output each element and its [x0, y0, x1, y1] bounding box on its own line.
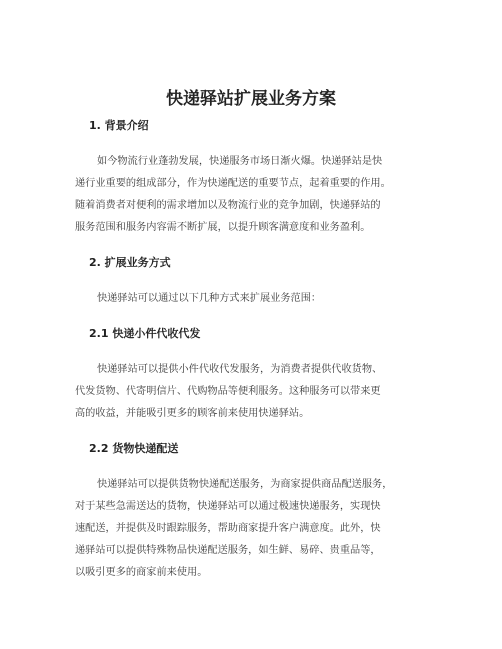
- paragraph-line: 对于某些急需送达的货物，快递驿站可以通过极速快递服务，实现快: [75, 501, 381, 512]
- paragraph-line: 如今物流行业蓬勃发展，快递服务市场日渐火爆。快递驿站是快: [97, 156, 383, 167]
- paragraph-line: 速配送，并提供及时跟踪服务，帮助商家提升客户满意度。此外，快: [75, 523, 381, 534]
- section-heading-background: 1. 背景介绍: [89, 119, 149, 132]
- paragraph-line: 快递驿站可以提供货物快递配送服务，为商家提供商品配送服务，: [97, 479, 393, 490]
- section-heading-cargo-delivery: 2.2 货物快递配送: [89, 442, 179, 455]
- paragraph-line: 递驿站可以提供特殊物品快递配送服务，如生鲜、易碎、贵重品等，: [75, 545, 381, 556]
- section-heading-small-parcel: 2.1 快递小件代收代发: [89, 327, 201, 340]
- paragraph-line: 代发货物、代寄明信片、代购物品等便利服务。这种服务可以带来更: [75, 386, 381, 397]
- document-title: 快递驿站扩展业务方案: [166, 89, 336, 109]
- paragraph-line: 高的收益，并能吸引更多的顾客前来使用快递驿站。: [75, 408, 310, 419]
- paragraph-line: 服务范围和服务内容需不断扩展，以提升顾客满意度和业务盈利。: [75, 222, 371, 233]
- paragraph-line: 快递驿站可以通过以下几种方式来扩展业务范围：: [97, 293, 322, 304]
- paragraph-line: 以吸引更多的商家前来使用。: [75, 567, 208, 578]
- paragraph-line: 快递驿站可以提供小件代收代发服务，为消费者提供代收货物、: [97, 364, 383, 375]
- paragraph-line: 递行业重要的组成部分，作为快递配送的重要节点，起着重要的作用。: [75, 178, 391, 189]
- paragraph-line: 随着消费者对便利的需求增加以及物流行业的竞争加剧，快递驿站的: [75, 200, 381, 211]
- section-heading-expansion-methods: 2. 扩展业务方式: [89, 256, 171, 269]
